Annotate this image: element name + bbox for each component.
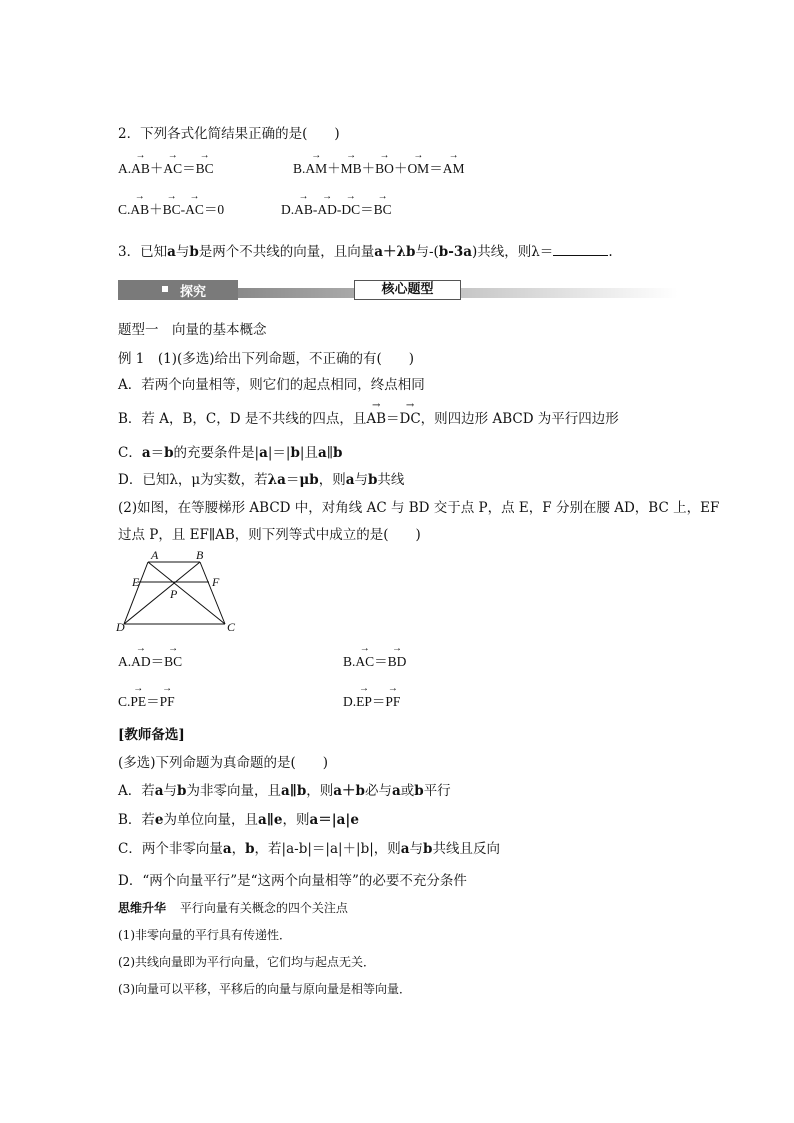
q2-option-d: D.→ AB-→ AD-→ DC＝→ BC	[281, 198, 392, 218]
label-a: A	[151, 548, 159, 562]
ex1-part2-line1: (2)如图，在等腰梯形 ABCD 中，对角线 AC 与 BD 交于点 P，点 E，F 分别在腰 AD，BC 上，EF	[118, 500, 720, 516]
banner-box-label: 核心题型	[354, 280, 461, 300]
teacher-option-a: A．若a与b为非零向量，且a∥b，则a＋b必与a或b平行	[118, 783, 451, 799]
teacher-option-d: D．“两个向量平行”是“这两个向量相等”的必要不充分条件	[118, 873, 467, 889]
section-banner	[118, 280, 678, 300]
q2-option-a: A.→ AB＋→ AC＝→ BC	[118, 157, 214, 177]
summary-item-2: (2)共线向量即为平行向量，它们均与起点无关．	[118, 955, 375, 969]
summary-item-3: (3)向量可以平移，平移后的向量与原向量是相等向量．	[118, 982, 412, 996]
section-title: 题型一 向量的基本概念	[118, 322, 267, 338]
summary-item-1: (1)非零向量的平行具有传递性．	[118, 928, 291, 942]
label-c: C	[227, 620, 236, 634]
ex1-2-option-a: A.→ AD＝→ BC	[118, 650, 182, 670]
summary-heading-line	[118, 899, 348, 916]
banner-title: 探究	[180, 285, 207, 300]
ex1-option-a: A．若两个向量相等，则它们的起点相同，终点相同	[118, 377, 425, 393]
ex1-option-c: C．a＝b的充要条件是|a|＝|b|且a∥b	[118, 445, 343, 461]
label-b: B	[196, 548, 204, 562]
answer-blank	[553, 243, 608, 256]
label-e: E	[132, 575, 140, 589]
q2-option-c: C.→ AB＋→ BC-→ AC＝0	[118, 198, 224, 218]
square-bullet-icon	[162, 286, 168, 292]
ex1-option-b: B．若 A，B，C，D 是不共线的四点，且→ AB＝→ DC，则四边形 ABCD 为平行四边形	[118, 407, 619, 427]
ex1-2-option-c: C.→ PE＝→ PF	[118, 690, 175, 710]
q2-stem: 2．下列各式化简结果正确的是( )	[118, 126, 340, 142]
ex1-part2-line2: 过点 P，且 EF∥AB，则下列等式中成立的是( )	[118, 527, 421, 543]
ex1-2-option-b: B.→ AC＝→ BD	[343, 650, 406, 670]
q2-option-b: B.→ AM＋→ MB＋→ BO＋→ OM＝→ AM	[293, 157, 464, 177]
summary-heading: 思维升华	[118, 901, 167, 915]
teacher-stem: (多选)下列命题为真命题的是( )	[118, 755, 329, 771]
label-d: D	[116, 620, 125, 634]
summary-title: 平行向量有关概念的四个关注点	[179, 901, 348, 915]
label-p: P	[170, 587, 178, 601]
label-f: F	[212, 575, 220, 589]
q3-stem: 3．已知a与b是两个不共线的向量，且向量a＋λb与-(b-3a)共线，则λ＝ .	[118, 244, 613, 260]
ex1-option-d: D．已知λ，μ为实数，若λa＝μb，则a与b共线	[118, 472, 405, 488]
ex1-2-option-d: D.→ EP＝→ PF	[343, 690, 400, 710]
teacher-option-b: B．若e为单位向量，且a∥e，则a＝|a|e	[118, 812, 359, 828]
teacher-heading: [教师备选]	[118, 727, 185, 743]
teacher-option-c: C．两个非零向量a，b，若|a-b|＝|a|＋|b|，则a与b共线且反向	[118, 841, 500, 857]
trapezoid-figure	[112, 548, 247, 636]
ex1-stem: 例 1 (1)(多选)给出下列命题，不正确的有( )	[118, 351, 415, 367]
